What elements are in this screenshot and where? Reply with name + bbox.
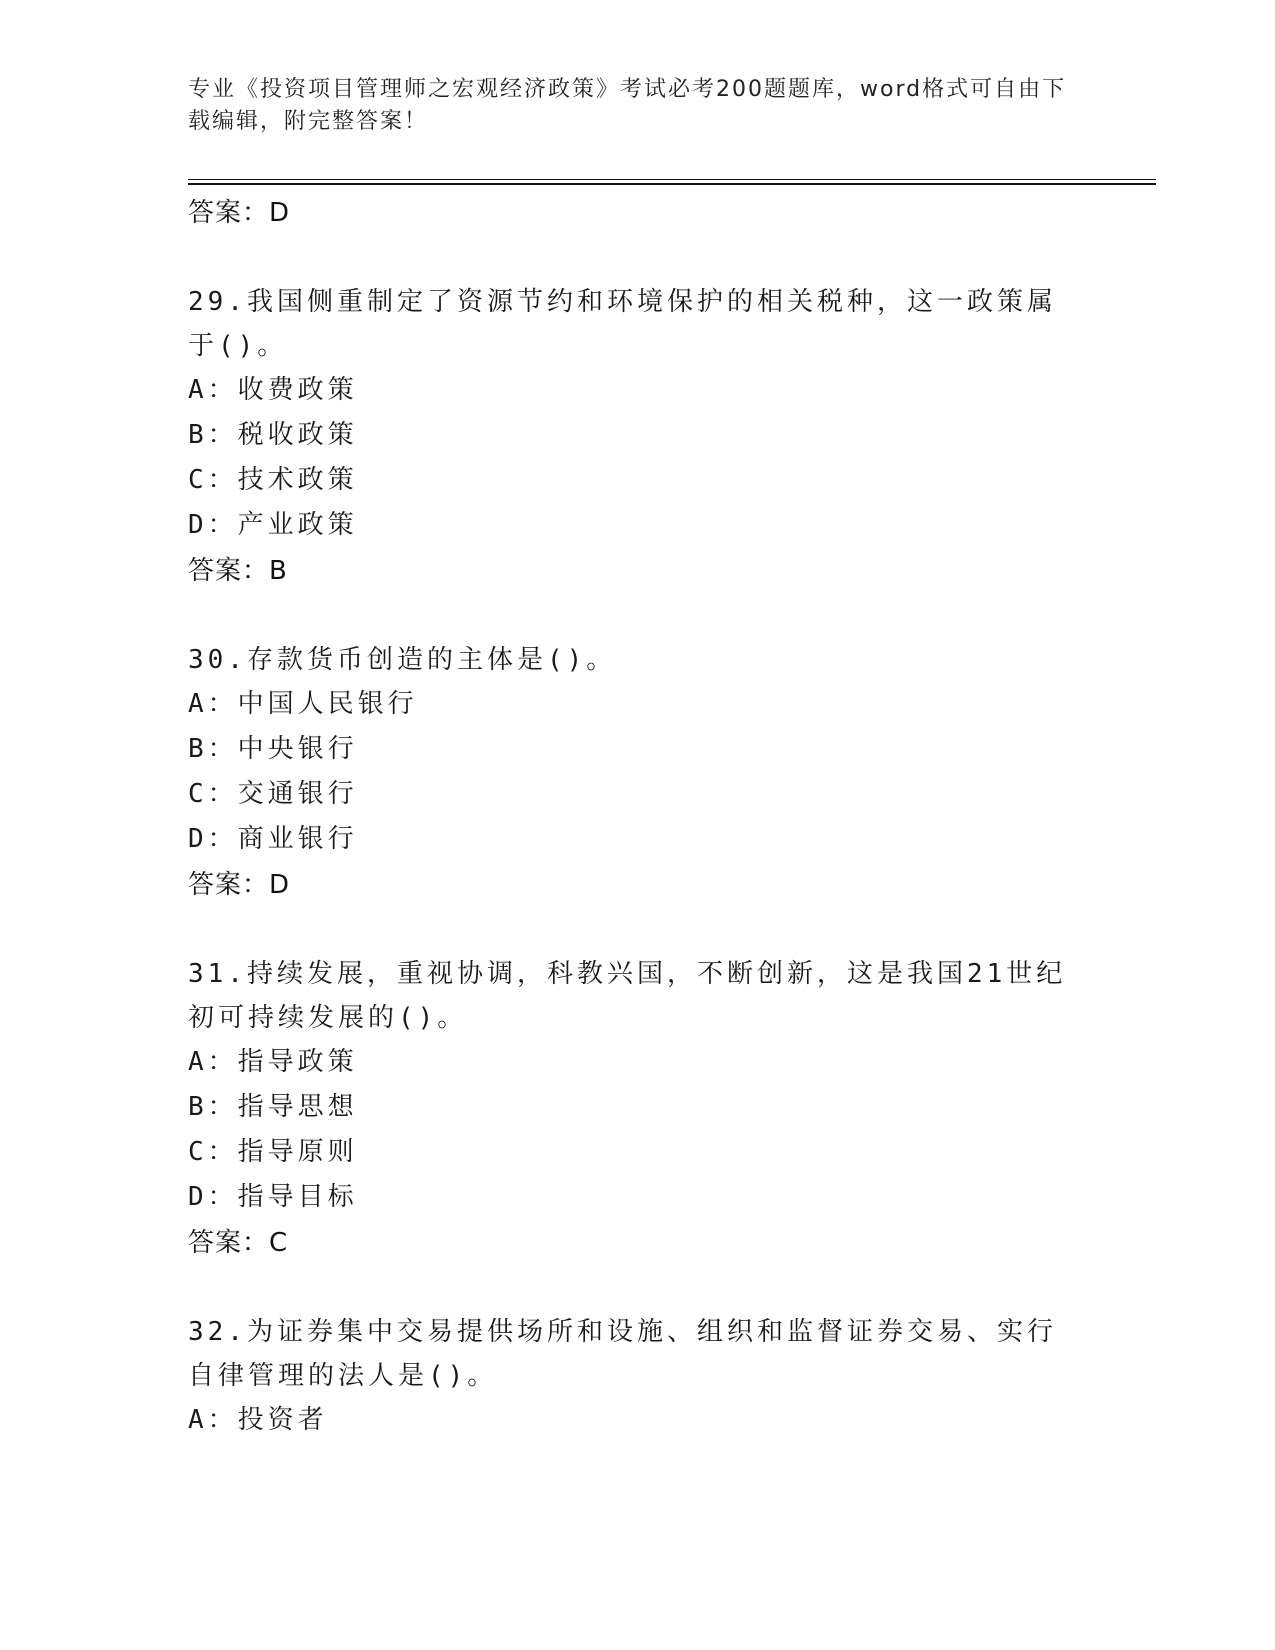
answer-line: 答案：D [188,870,291,900]
option-b: B：指导思想 [188,1092,358,1122]
option-a: A：收费政策 [188,375,358,405]
option-a: A：中国人民银行 [188,689,418,719]
option-c: C：交通银行 [188,779,358,809]
answer-line: 答案：C [188,1228,289,1258]
question-stem: 30.存款货币创造的主体是()。 [188,645,617,675]
header-divider [188,179,1156,185]
answer-line: 答案：D [188,198,291,228]
header-text: 专业《投资项目管理师之宏观经济政策》考试必考200题题库，word格式可自由下载编辑，附完整答案！ [188,77,1067,134]
option-d: D：产业政策 [188,510,358,540]
document-header [188,74,1078,138]
option-a: A：指导政策 [188,1047,358,1077]
question-stem: 32.为证券集中交易提供场所和设施、组织和监督证券交易、实行自律管理的法人是()。 [188,1317,1057,1391]
answer-line: 答案：B [188,556,288,586]
option-b: B：中央银行 [188,734,358,764]
option-d: D：商业银行 [188,824,358,854]
question-stem: 29.我国侧重制定了资源节约和环境保护的相关税种，这一政策属于()。 [188,287,1057,361]
option-c: C：指导原则 [188,1137,358,1167]
question-stem: 31.持续发展，重视协调，科教兴国，不断创新，这是我国21世纪初可持续发展的()。 [188,959,1067,1033]
option-c: C：技术政策 [188,465,358,495]
option-d: D：指导目标 [188,1182,358,1212]
option-a: A：投资者 [188,1405,328,1435]
document-body [188,190,1088,1443]
option-b: B：税收政策 [188,420,358,450]
